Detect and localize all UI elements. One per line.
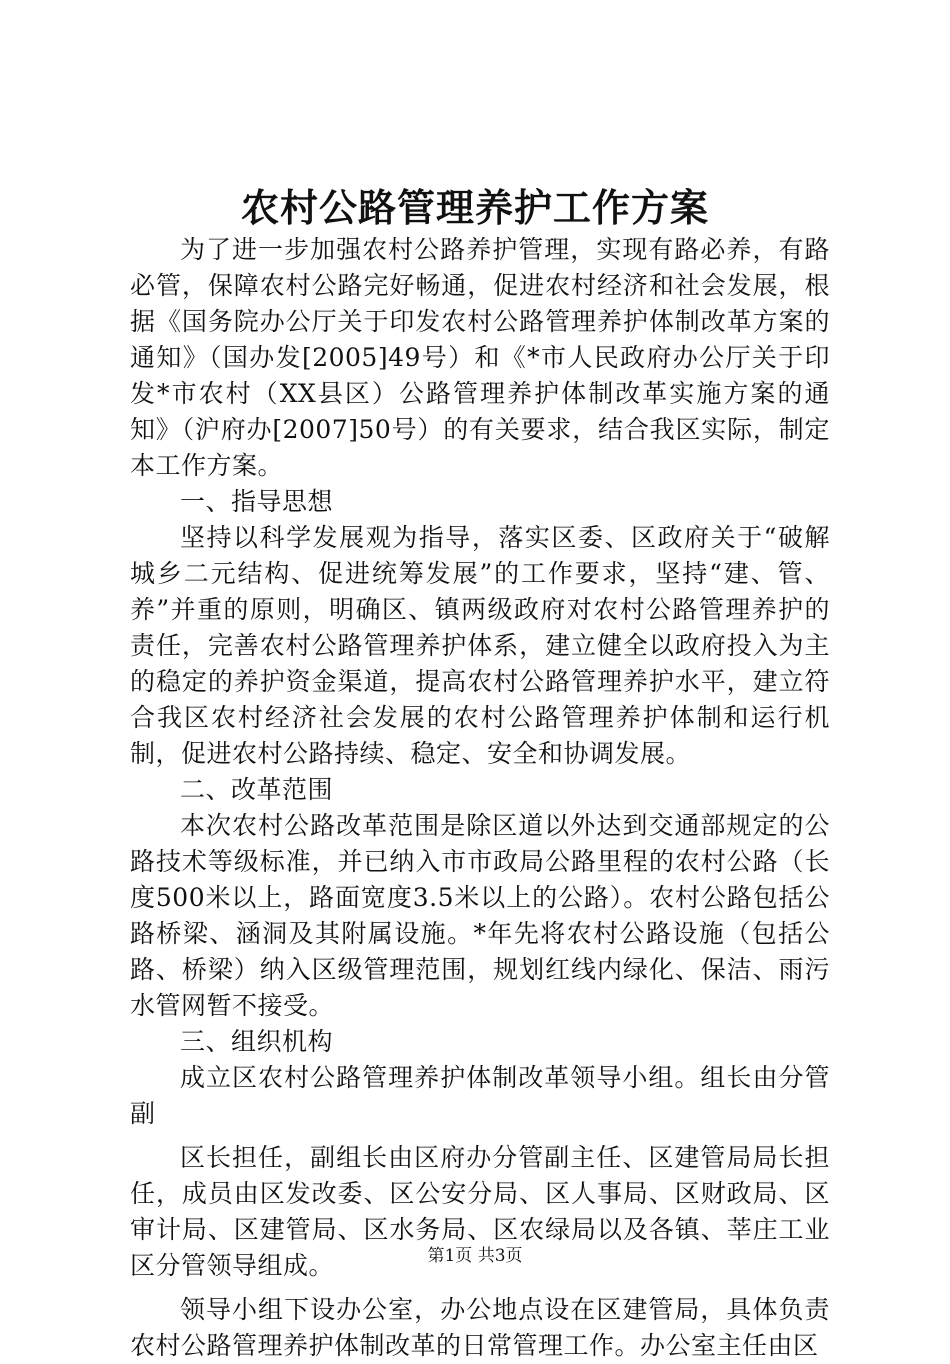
organization-paragraph-2: 区长担任，副组长由区府办分管副主任、区建管局局长担任，成员由区发改委、区公安分局、区人事局、区财政局、区审计局、区建管局、区水务局、区农绿局以及各镇、莘庄工业区分管领导组成。 (130, 1143, 830, 1280)
reform-scope-paragraph: 本次农村公路改革范围是除区道以外达到交通部规定的公路技术等级标准，并已纳入市市政局公路里程的农村公路（长度500米以上，路面宽度3.5米以上的公路）。农村公路包括公路桥梁、涵洞及其附属设施。*年先将农村公路设施（包括公路、桥梁）纳入区级管理范围，规划红线内绿化、保洁、雨污水管网暂不接受。 (130, 811, 830, 1020)
organization-paragraph-1: 成立区农村公路管理养护体制改革领导小组。组长由分管副 (130, 1063, 830, 1128)
guiding-ideology-paragraph: 坚持以科学发展观为指导，落实区委、区政府关于“破解城乡二元结构、促进统筹发展”的工作要求，坚持“建、管、养”并重的原则，明确区、镇两级政府对农村公路管理养护的责任，完善农村公路管理养护体系，建立健全以政府投入为主的稳定的养护资金渠道，提高农村公路管理养护水平，建立符合我区农村经济社会发展的农村公路管理养护体制和运行机制，促进农村公路持续、稳定、安全和协调发展。 (130, 523, 830, 768)
section-heading-organization: 三、组织机构 (180, 1027, 334, 1056)
page-number-footer: 第1页 共3页 (427, 1246, 523, 1266)
document-body (130, 232, 830, 1364)
document-title: 农村公路管理养护工作方案 (240, 185, 709, 230)
intro-paragraph: 为了进一步加强农村公路养护管理，实现有路必养，有路必管，保障农村公路完好畅通，促进农村经济和社会发展，根据《国务院办公厅关于印发农村公路管理养护体制改革方案的通知》（国办发[2005]49号）和《*市人民政府办公厅关于印发*市农村（XX县区）公路管理养护体制改革实施方案的通知》（沪府办[2007]50号）的有关要求，结合我区实际，制定本工作方案。 (130, 235, 830, 480)
paragraph-gap (130, 1132, 830, 1140)
organization-paragraph-3: 领导小组下设办公室，办公地点设在区建管局，具体负责农村公路管理养护体制改革的日常管理工作。办公室主任由区 (130, 1295, 830, 1360)
paragraph-gap (130, 1284, 830, 1292)
section-heading-reform-scope: 二、改革范围 (180, 775, 334, 804)
section-heading-guiding-ideology: 一、指导思想 (180, 487, 334, 516)
